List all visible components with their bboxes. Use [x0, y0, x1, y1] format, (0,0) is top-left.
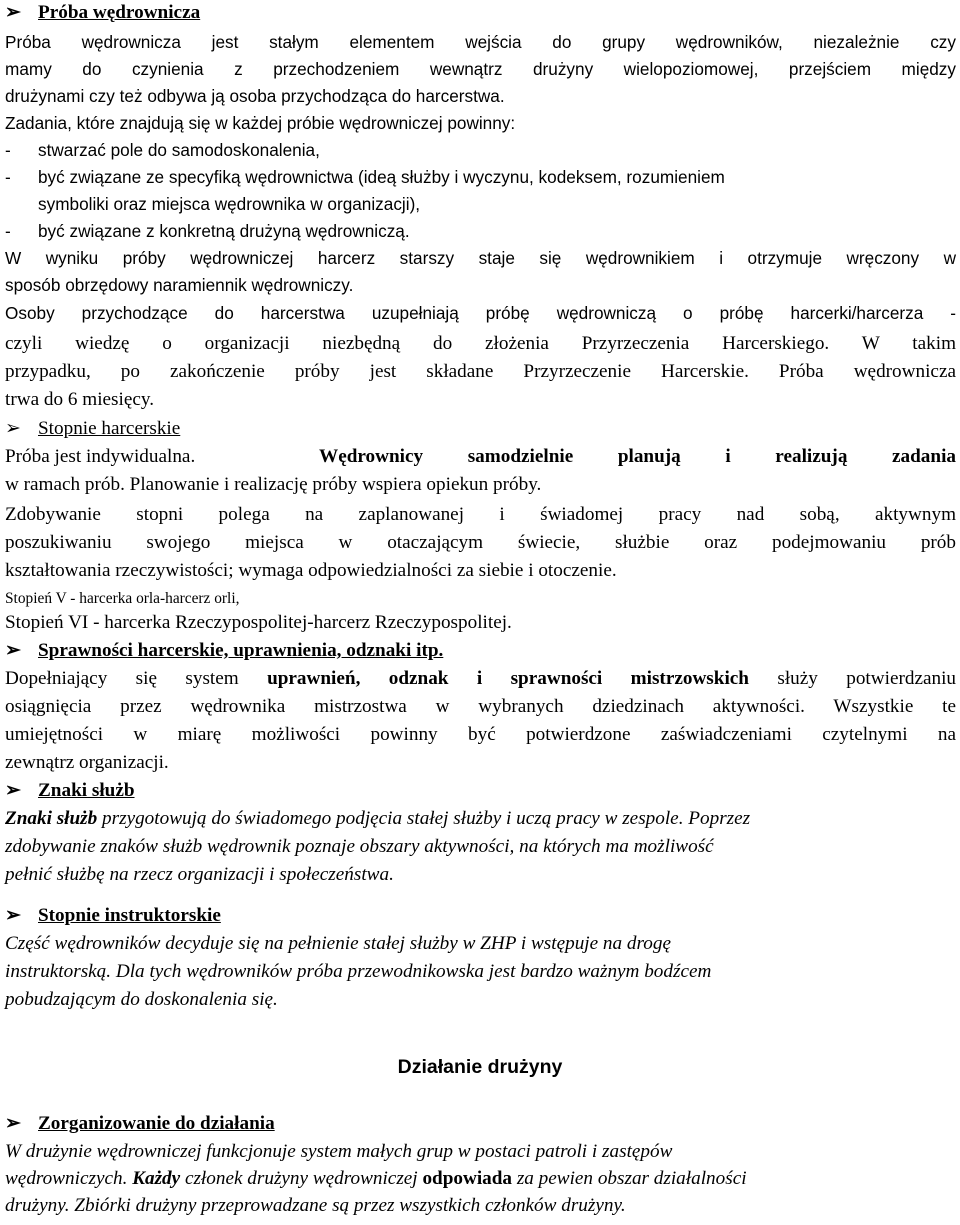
list-item	[5, 218, 956, 244]
section-heading-znaki	[5, 778, 956, 804]
list-item-continuation: symboliki oraz miejsca wędrownika w organizacji),	[38, 194, 421, 214]
bold-text-run: Każdy	[132, 1168, 181, 1189]
arrow-bullet-icon: ➢	[5, 780, 21, 801]
word: Wędrownicy samodzielnie planują i realizują zadania	[319, 446, 956, 467]
paragraph-line: poszukiwaniu swojego miejsca w otaczającym świecie, służbie oraz podejmowaniu prób	[5, 532, 956, 553]
paragraph-line: Stopień VI - harcerka Rzeczypospolitej-harcerz Rzeczypospolitej.	[5, 612, 512, 633]
bold-text-run: Znaki służb	[5, 808, 98, 829]
paragraph-line: W drużynie wędrowniczej funkcjonuje system małych grup w postaci patroli i zastępów	[5, 1141, 673, 1162]
paragraph-line: sposób obrzędowy naramiennik wędrowniczy.	[5, 275, 354, 295]
paragraph-line: Próba wędrownicza jest stałym elementem wejścia do grupy wędrowników, niezależnie czy	[5, 32, 956, 52]
list-item-text: stwarzać pole do samodoskonalenia,	[38, 140, 320, 160]
list-item-text: być związane z konkretną drużyną wędrowniczą.	[38, 221, 410, 241]
paragraph-line: drużyny. Zbiórki drużyny przeprowadzane są przez wszystkich członków drużyny.	[5, 1195, 626, 1216]
paragraph-line: W wyniku próby wędrowniczej harcerz starszy staje się wędrownikiem i otrzymuje wręczony w	[5, 248, 956, 268]
text-run: wędrowniczych.	[5, 1168, 133, 1189]
paragraph-line	[5, 666, 956, 692]
section-heading-sprawnosci	[5, 638, 956, 664]
paragraph-line: Zadania, które znajdują się w każdej próbie wędrowniczej powinny:	[5, 113, 516, 133]
paragraph-line	[5, 806, 956, 832]
paragraph-line: przypadku, po zakończenie próby jest składane Przyrzeczenie Harcerskie. Próba wędrownicza	[5, 361, 956, 382]
paragraph-line	[5, 1166, 956, 1192]
paragraph-line: umiejętności w miarę możliwości powinny być potwierdzone zaświadczeniami czytelnymi na	[5, 724, 956, 745]
heading-text: Znaki służb	[38, 780, 135, 801]
section-heading-zorganizowanie	[5, 1111, 956, 1137]
bold-text-run	[319, 444, 956, 470]
text-run: członek drużyny wędrowniczej	[180, 1168, 423, 1189]
paragraph-line: czyli wiedzę o organizacji niezbędną do złożenia Przyrzeczenia Harcerskiego. W takim	[5, 333, 956, 354]
heading-text: Zorganizowanie do działania	[38, 1113, 275, 1134]
heading-text: Próba wędrownicza	[38, 2, 201, 23]
heading-text: Stopnie harcerskie	[38, 418, 181, 439]
dash-bullet: -	[5, 167, 11, 187]
dash-bullet: -	[5, 140, 11, 160]
paragraph-line: zewnątrz organizacji.	[5, 752, 169, 773]
arrow-bullet-icon: ➢	[5, 1113, 21, 1134]
paragraph-line: drużynami czy też odbywa ją osoba przychodząca do harcerstwa.	[5, 86, 505, 106]
text-run: za pewien obszar działalności	[512, 1168, 747, 1189]
text-run: służy potwierdzaniu	[748, 668, 957, 689]
arrow-bullet-icon: ➢	[5, 905, 21, 926]
arrow-bullet-icon: ➢	[5, 418, 21, 439]
paragraph-line	[5, 444, 956, 470]
paragraph-line: Zdobywanie stopni polega na zaplanowanej i świadomej pracy nad sobą, aktywnym	[5, 504, 956, 525]
bold-text-run: uprawnień, odznak i sprawności mistrzowskich	[267, 668, 749, 689]
bold-text-run: odpowiada	[422, 1168, 513, 1189]
paragraph-line: w ramach prób. Planowanie i realizację próby wspiera opiekun próby.	[5, 474, 542, 495]
arrow-bullet-icon: ➢	[5, 640, 21, 661]
paragraph-line: trwa do 6 miesięcy.	[5, 389, 155, 410]
paragraph-line: Część wędrowników decyduje się na pełnienie stałej służby w ZHP i wstępuje na drogę	[5, 933, 671, 954]
page-heading: Działanie drużyny	[397, 1056, 563, 1078]
text-run: Próba jest indywidualna.	[5, 446, 196, 467]
list-item-text: być związane ze specyfiką wędrownictwa (ideą służby i wyczynu, kodeksem, rozumieniem	[38, 167, 725, 187]
paragraph-line: osiągnięcia przez wędrownika mistrzostwa w wybranych dziedzinach aktywności. Wszystkie te	[5, 696, 956, 717]
paragraph-line: pobudzającym do doskonalenia się.	[5, 989, 278, 1010]
paragraph-line: Osoby przychodzące do harcerstwa uzupełniają próbę wędrowniczą o próbę harcerki/harcerza -	[5, 303, 956, 323]
paragraph-line-small: Stopień V - harcerka orla-harcerz orli,	[5, 590, 240, 607]
text-run: przygotowują do świadomego podjęcia stałej służby i uczą pracy w zespole. Poprzez	[97, 808, 751, 829]
paragraph-line: zdobywanie znaków służb wędrownik poznaje obszary aktywności, na których ma możliwość	[5, 836, 714, 857]
paragraph-line: pełnić służbę na rzecz organizacji i społeczeństwa.	[5, 864, 394, 885]
paragraph-line: mamy do czynienia z przechodzeniem wewnątrz drużyny wielopoziomowej, przejściem między	[5, 59, 956, 79]
text-run: Dopełniający się system	[5, 668, 268, 689]
list-item	[5, 164, 956, 190]
section-heading-stopnie	[5, 416, 956, 442]
heading-text: Stopnie instruktorskie	[38, 905, 221, 926]
section-heading-instruktorskie	[5, 903, 956, 929]
section-heading-proba	[5, 0, 956, 26]
list-item	[5, 137, 956, 163]
dash-bullet: -	[5, 221, 11, 241]
arrow-bullet-icon: ➢	[5, 2, 21, 23]
paragraph-line: instruktorską. Dla tych wędrowników próba przewodnikowska jest bardzo ważnym bodźcem	[5, 961, 712, 982]
paragraph-line: kształtowania rzeczywistości; wymaga odpowiedzialności za siebie i otoczenie.	[5, 560, 617, 581]
heading-text: Sprawności harcerskie, uprawnienia, odznaki itp.	[38, 640, 444, 661]
